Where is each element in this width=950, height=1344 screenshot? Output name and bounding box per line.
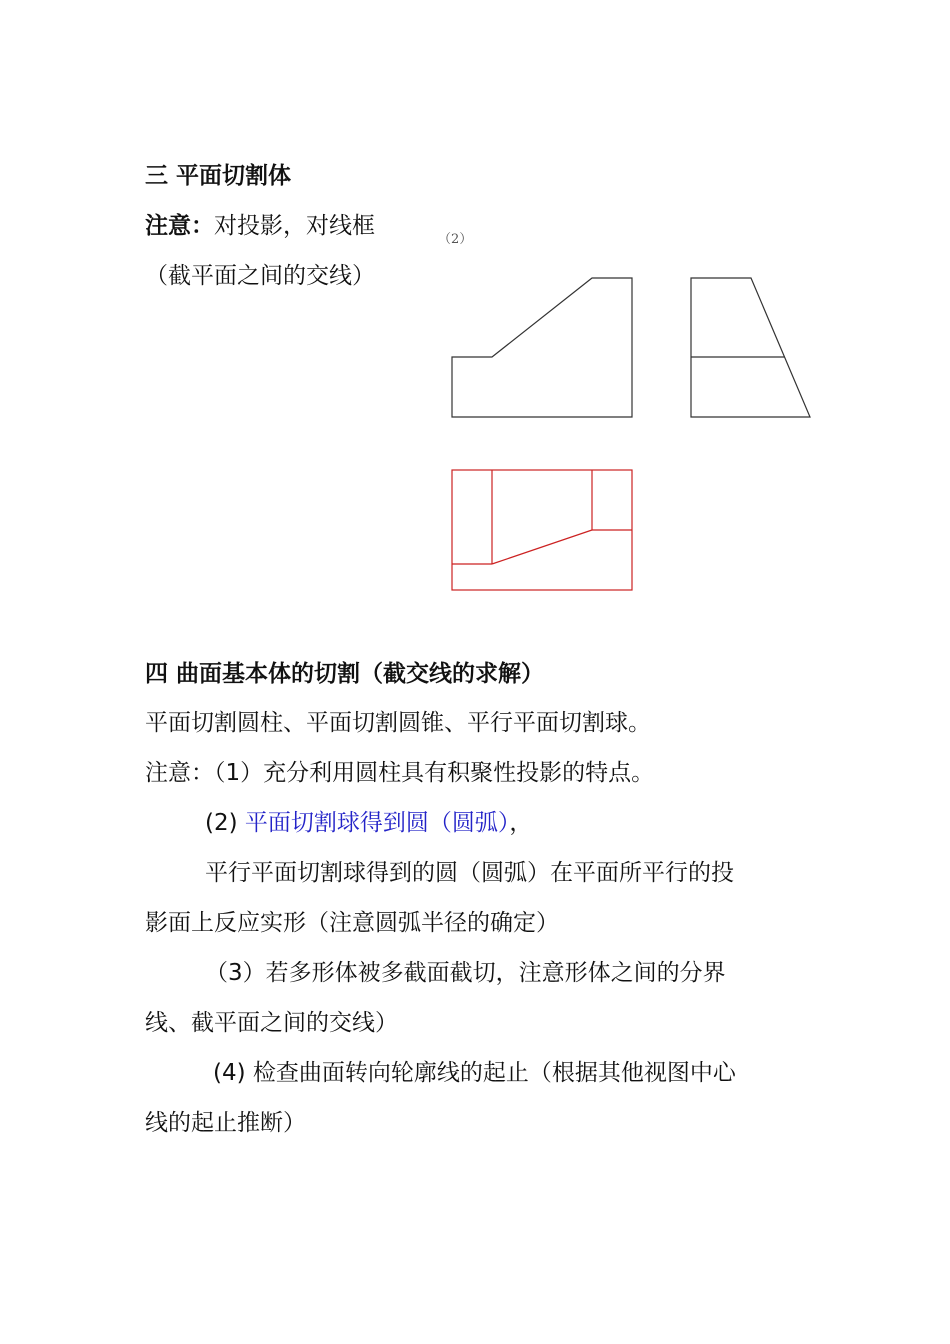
top-view	[452, 470, 632, 590]
figure-label: （2）	[438, 232, 473, 247]
top-view-slope-line	[492, 530, 592, 564]
section4-note3-line2: 线、截平面之间的交线）	[145, 1010, 398, 1036]
section4-note2	[205, 808, 532, 838]
section4-note4-line2: 线的起止推断）	[145, 1110, 306, 1136]
note2-prefix: (2)	[205, 810, 245, 836]
note-text: 对投影，对线框	[214, 213, 375, 239]
section3-heading: 三 平面切割体	[145, 163, 292, 189]
section3-note	[145, 211, 375, 241]
section4-note2-line3: 影面上反应实形（注意圆弧半径的确定）	[145, 910, 559, 936]
note2-suffix: ，	[509, 810, 533, 836]
projection-drawing	[430, 220, 830, 610]
note2-highlight: 平面切割球得到圆（圆弧）	[244, 810, 510, 836]
section4-note3-line1: （3）若多形体被多截面截切，注意形体之间的分界	[205, 960, 726, 986]
section4-note1: 注意：（1）充分利用圆柱具有积聚性投影的特点。	[145, 760, 655, 786]
side-view-outline	[691, 278, 810, 417]
section3-note-paren: （截平面之间的交线）	[145, 263, 375, 289]
projection-svg	[430, 220, 830, 610]
front-view-outline	[452, 278, 632, 417]
note-label: 注意：	[145, 213, 214, 239]
side-view	[691, 278, 810, 417]
section4-note2-line2: 平行平面切割球得到的圆（圆弧）在平面所平行的投	[205, 860, 734, 886]
section4-heading: 四 曲面基本体的切割（截交线的求解）	[145, 661, 545, 687]
section4-intro: 平面切割圆柱、平面切割圆锥、平行平面切割球。	[145, 710, 651, 736]
section4-note4-line1: (4) 检查曲面转向轮廓线的起止（根据其他视图中心	[213, 1060, 736, 1086]
